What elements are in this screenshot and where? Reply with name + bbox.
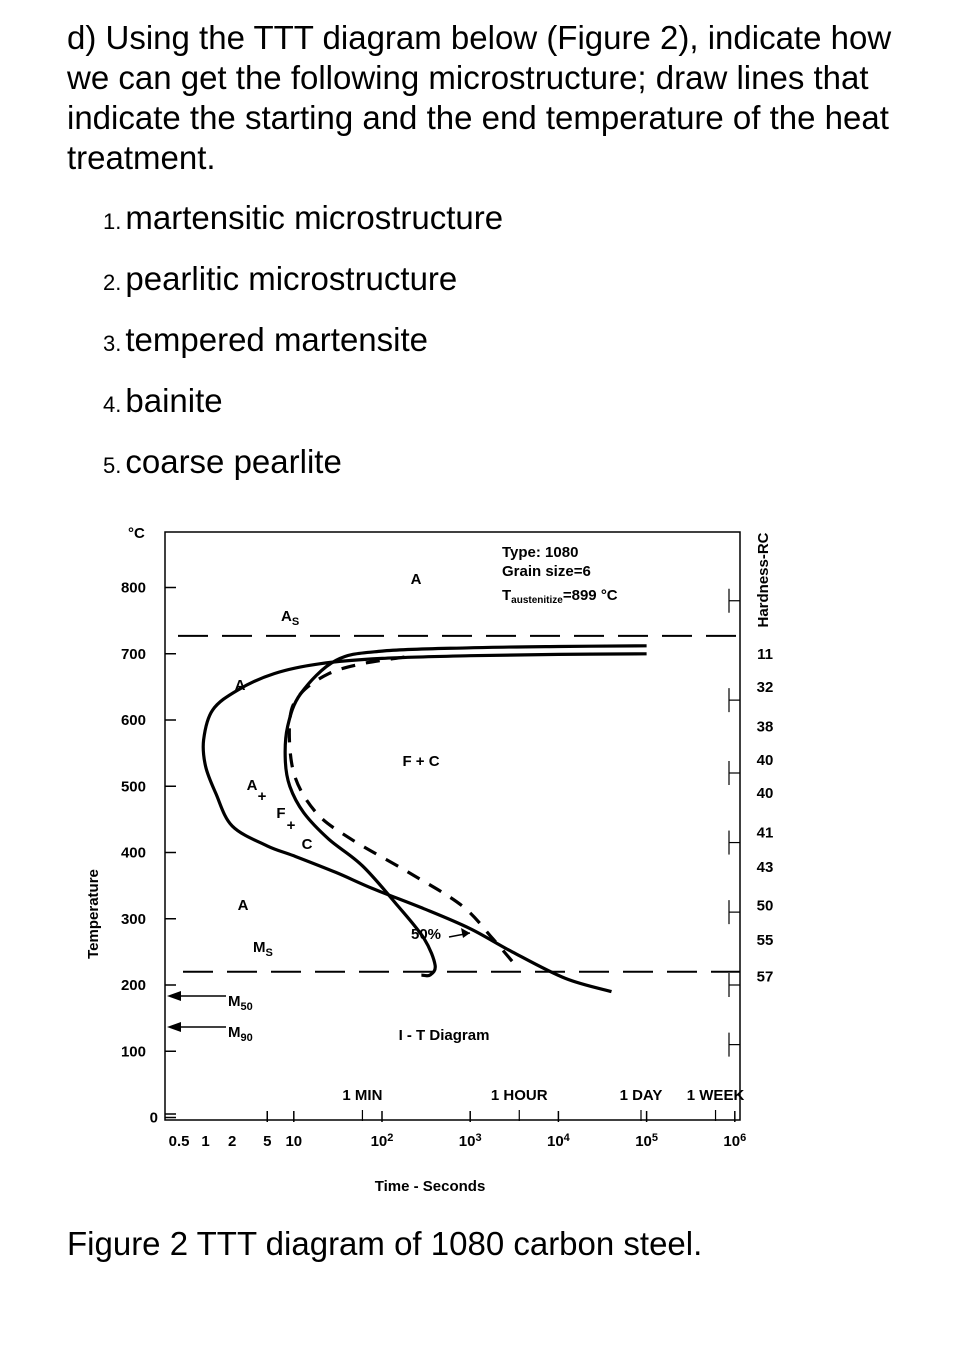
hardness-scale — [729, 589, 773, 1057]
y-tick-label: 0 — [149, 1109, 158, 1127]
hardness-value: 11 — [757, 645, 773, 663]
item-label: coarse pearlite — [125, 443, 342, 480]
item-number: 5. — [103, 453, 122, 478]
x-tick-label: $10^2$ — [370, 1132, 394, 1150]
y-tick-label: 500 — [120, 778, 146, 796]
fifty-percent-curve — [286, 657, 518, 968]
hardness-value: 40 — [756, 784, 774, 802]
x-tick-label: $10^6$ — [723, 1132, 747, 1150]
y-tick-label: 700 — [120, 645, 146, 663]
m50-label: $M_{50}$ — [228, 993, 253, 1013]
item-label: pearlitic microstructure — [125, 260, 458, 297]
austenite-label: A — [410, 571, 422, 588]
item-label: tempered martensite — [125, 321, 428, 358]
steel-type: Type: 1080 — [502, 544, 579, 561]
m50-arrow-head — [167, 991, 181, 1001]
x-tick-label: $10^3$ — [458, 1132, 482, 1150]
y-ticks — [121, 580, 176, 1127]
y-tick-label: 600 — [120, 712, 146, 729]
item-number: 4. — [103, 392, 122, 417]
item-label: bainite — [125, 382, 223, 419]
m90-label: $M_{90}$ — [228, 1024, 253, 1044]
y-tick-label: 100 — [120, 1043, 146, 1061]
x-tick-label: 10 — [285, 1133, 303, 1150]
time-mark-label: 1 MIN — [342, 1087, 383, 1104]
y-tick-label: 300 — [120, 910, 146, 928]
x-tick-label: 1 — [201, 1133, 210, 1150]
y-axis-label: Temperature — [85, 869, 102, 959]
list-item — [103, 379, 503, 440]
list-item — [103, 196, 503, 257]
as-label: $A_S$ — [281, 608, 300, 628]
x-tick-label: $10^4$ — [546, 1132, 570, 1150]
list-item — [103, 318, 503, 379]
grain-size: Grain size=6 — [502, 563, 591, 580]
hardness-value: 57 — [756, 968, 774, 986]
plus-label: + — [257, 788, 267, 805]
hardness-value: 41 — [756, 824, 774, 842]
x-ticks — [169, 1111, 747, 1150]
austenite-nose-label: A — [234, 677, 246, 694]
x-tick-label: 5 — [263, 1133, 272, 1150]
time-mark-label: 1 HOUR — [490, 1087, 548, 1104]
item-number: 3. — [103, 331, 122, 356]
list-item — [103, 257, 503, 318]
item-number: 1. — [103, 209, 122, 234]
ferrite-carbide-label: F + C — [402, 753, 440, 770]
microstructure-list — [103, 196, 503, 501]
question-text: d) Using the TTT diagram below (Figure 2), indicate how we can get the following microstructure; draw lines that indicate the starting and the end temperature of the heat treatment. — [67, 19, 892, 176]
hardness-value: 38 — [756, 718, 774, 736]
fifty-percent-label: 50% — [411, 926, 442, 943]
y-tick-label: 200 — [120, 977, 146, 994]
austenite-low-label: A — [237, 897, 249, 914]
carbide-label: C — [301, 836, 313, 853]
hardness-value: 32 — [756, 678, 774, 696]
ttt-diagram — [0, 500, 953, 1210]
time-marks — [342, 1087, 744, 1121]
item-number: 2. — [103, 270, 122, 295]
item-label: martensitic microstructure — [125, 199, 504, 236]
hardness-value: 40 — [756, 751, 774, 769]
right-axis-label: Hardness-RC — [755, 532, 772, 628]
austenitize-temp: $T_{austenitize}=899$ °C — [502, 587, 618, 606]
hardness-value: 55 — [756, 931, 774, 949]
ms-label: $M_S$ — [253, 939, 273, 959]
ferrite-label: F — [276, 805, 286, 822]
time-mark-label: 1 DAY — [619, 1087, 663, 1104]
hardness-value: 50 — [756, 897, 774, 915]
hardness-value: 43 — [756, 859, 774, 877]
time-mark-label: 1 WEEK — [686, 1087, 745, 1104]
m90-arrow-head — [167, 1022, 181, 1032]
chart-title: I - T Diagram — [398, 1027, 490, 1044]
plus-label: + — [286, 817, 296, 834]
y-unit-label: °C — [128, 525, 145, 542]
x-tick-label: 0.5 — [168, 1133, 190, 1150]
austenite-mid-label: A — [246, 777, 258, 794]
x-tick-label: $10^5$ — [635, 1132, 659, 1150]
y-tick-label: 800 — [120, 579, 146, 597]
y-tick-label: 400 — [120, 844, 146, 862]
x-tick-label: 2 — [227, 1133, 237, 1150]
list-item — [103, 440, 503, 501]
figure-caption: Figure 2 TTT diagram of 1080 carbon steel. — [67, 1225, 703, 1262]
x-axis-label: Time - Seconds — [374, 1178, 486, 1195]
